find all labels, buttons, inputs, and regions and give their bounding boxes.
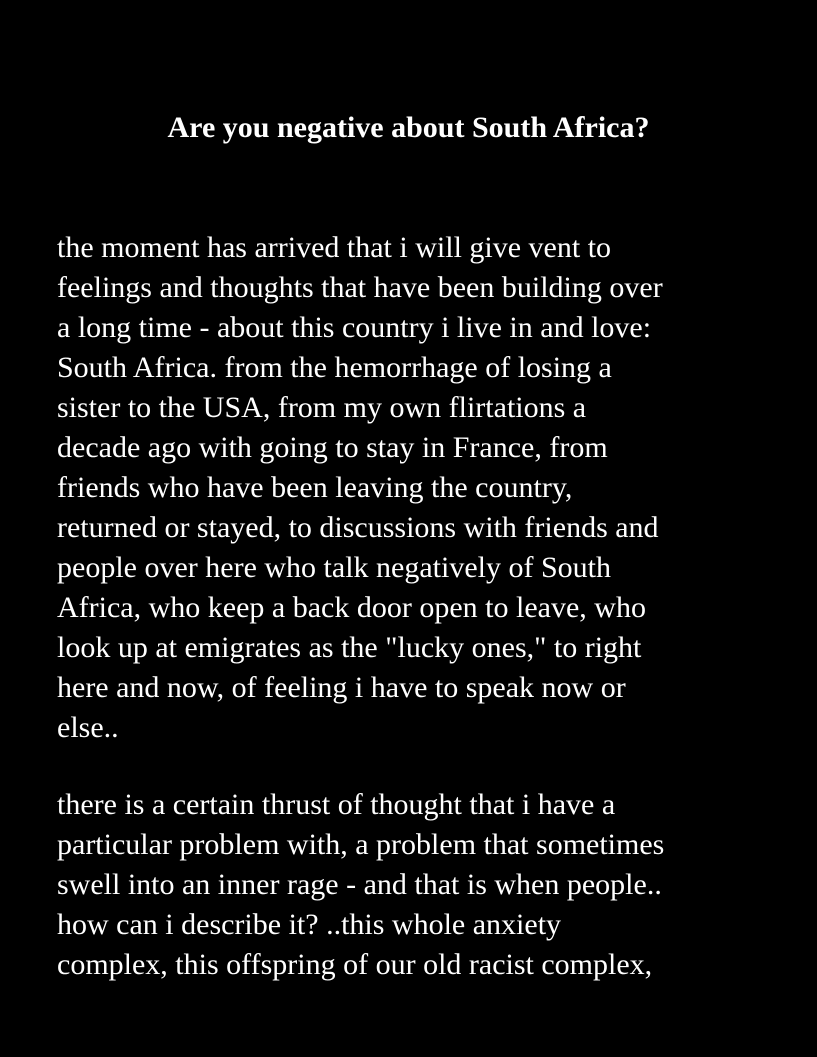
text-line: returned or stayed, to discussions with friends and bbox=[57, 511, 659, 544]
paragraph-1 bbox=[57, 228, 777, 748]
text-line: the moment has arrived that i will give vent to bbox=[57, 231, 612, 264]
text-line: decade ago with going to stay in France, from bbox=[57, 431, 608, 464]
text-line: feelings and thoughts that have been building over bbox=[57, 271, 663, 304]
text-line: Africa, who keep a back door open to leave, who bbox=[57, 591, 646, 624]
text-line: particular problem with, a problem that sometimes bbox=[57, 828, 665, 861]
text-line: people over here who talk negatively of South bbox=[57, 551, 612, 584]
text-line: look up at emigrates as the "lucky ones," to right bbox=[57, 631, 642, 664]
text-line: sister to the USA, from my own flirtations a bbox=[57, 391, 587, 424]
text-line: here and now, of feeling i have to speak now or bbox=[57, 671, 626, 704]
text-line: complex, this offspring of our old racist complex, bbox=[57, 948, 653, 981]
document-body bbox=[57, 228, 777, 985]
paragraph-spacer bbox=[57, 748, 777, 785]
text-line: else.. bbox=[57, 711, 119, 744]
text-line: swell into an inner rage - and that is when people.. bbox=[57, 868, 662, 901]
document-title: Are you negative about South Africa? bbox=[167, 111, 650, 144]
paragraph-2 bbox=[57, 785, 777, 985]
text-line: how can i describe it? ..this whole anxiety bbox=[57, 908, 562, 941]
text-line: friends who have been leaving the country, bbox=[57, 471, 573, 504]
text-line: there is a certain thrust of thought that i have a bbox=[57, 788, 616, 821]
text-line: a long time - about this country i live in and love: bbox=[57, 311, 652, 344]
text-line: South Africa. from the hemorrhage of losing a bbox=[57, 351, 612, 384]
